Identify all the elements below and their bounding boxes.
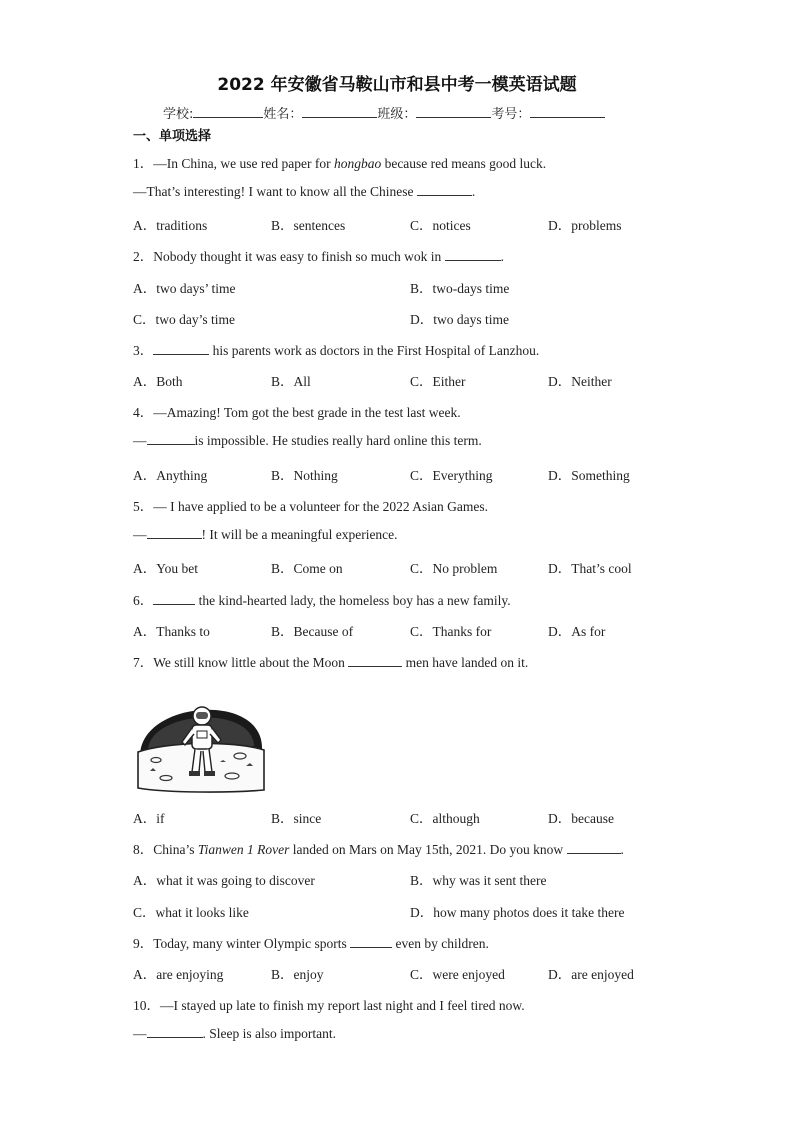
- q2-option-d[interactable]: D．two days time: [410, 312, 509, 327]
- q8-option-b[interactable]: B．why was it sent there: [410, 873, 547, 888]
- q2-option-a[interactable]: A．two days’ time: [133, 281, 236, 296]
- dash: —: [133, 527, 147, 542]
- class-label: 班级：: [377, 107, 417, 122]
- q7-option-c[interactable]: C．although: [410, 811, 480, 826]
- q7-option-d[interactable]: D．because: [548, 811, 614, 826]
- question-number: 6．: [133, 593, 154, 608]
- q5-option-c[interactable]: C．No problem: [410, 561, 498, 576]
- reply-text: . Sleep is also important.: [202, 1026, 336, 1041]
- reply-text: ! It will be a meaningful experience.: [201, 527, 398, 542]
- answer-blank: [147, 1025, 203, 1038]
- q1-option-c[interactable]: C．notices: [410, 218, 471, 233]
- question-10-reply: [133, 1025, 336, 1042]
- answer-blank: [153, 342, 209, 355]
- q6-option-b[interactable]: B．Because of: [271, 624, 354, 639]
- question-7-stem: [133, 651, 528, 671]
- q4-option-c[interactable]: C．Everything: [410, 468, 493, 483]
- q2-option-c[interactable]: C．two day’s time: [133, 312, 235, 327]
- stem-text: 7．We still know little about the Moon: [133, 655, 345, 670]
- question-number: 3．: [133, 343, 154, 358]
- question-10-stem: 10．—I stayed up late to finish my report last night and I feel tired now.: [133, 998, 525, 1013]
- q5-option-b[interactable]: B．Come on: [271, 561, 343, 576]
- q2-option-b[interactable]: B．two-days time: [410, 281, 510, 296]
- stem-text: 8．China’s: [133, 842, 198, 857]
- stem-text: because red means good luck.: [381, 156, 547, 171]
- reply-text: is impossible. He studies really hard online this term.: [194, 433, 482, 448]
- q3-option-c[interactable]: C．Either: [410, 374, 466, 389]
- school-label: 学校:: [163, 107, 194, 122]
- astronaut-on-moon-illustration: [136, 676, 266, 794]
- dash: —: [133, 1026, 147, 1041]
- q6-option-d[interactable]: D．As for: [548, 624, 606, 639]
- punct: .: [620, 842, 624, 857]
- q1-option-b[interactable]: B．sentences: [271, 218, 346, 233]
- answer-blank: [350, 935, 392, 948]
- q5-option-a[interactable]: A．You bet: [133, 561, 199, 576]
- school-blank[interactable]: [193, 105, 263, 118]
- stem-italic: Tianwen 1 Rover: [197, 842, 290, 857]
- q7-option-a[interactable]: A．if: [133, 811, 165, 826]
- punct: .: [500, 249, 504, 264]
- exam-no-blank[interactable]: [530, 105, 605, 118]
- question-2-stem: [133, 245, 504, 265]
- answer-blank: [445, 248, 501, 261]
- q8-option-d[interactable]: D．how many photos does it take there: [410, 905, 625, 920]
- stem-text: men have landed on it.: [402, 655, 529, 670]
- name-blank[interactable]: [302, 105, 377, 118]
- question-1-reply: [133, 183, 475, 200]
- q9-option-a[interactable]: A．are enjoying: [133, 967, 224, 982]
- q4-option-a[interactable]: A．Anything: [133, 468, 208, 483]
- answer-blank: [567, 841, 621, 854]
- dash: —: [133, 433, 147, 448]
- exam-no-label: 考号：: [491, 107, 531, 122]
- question-number: 1．: [133, 156, 154, 171]
- stem-text: landed on Mars on May 15th, 2021. Do you know: [289, 842, 564, 857]
- question-4-stem: 4．—Amazing! Tom got the best grade in the test last week.: [133, 405, 461, 420]
- answer-blank: [147, 432, 195, 445]
- answer-blank: [147, 526, 202, 539]
- q8-option-a[interactable]: A．what it was going to discover: [133, 873, 315, 888]
- page-title: 2022 年安徽省马鞍山市和县中考一模英语试题: [217, 75, 577, 95]
- stem-italic: hongbao: [333, 156, 382, 171]
- q6-option-c[interactable]: C．Thanks for: [410, 624, 492, 639]
- reply-text: —That’s interesting! I want to know all the Chinese: [133, 184, 414, 199]
- stem-text: his parents work as doctors in the First Hospital of Lanzhou.: [209, 343, 540, 358]
- q3-option-b[interactable]: B．All: [271, 374, 311, 389]
- stem-text: even by children.: [392, 936, 489, 951]
- section-heading: 一、单项选择: [133, 129, 212, 144]
- q7-option-b[interactable]: B．since: [271, 811, 322, 826]
- q4-option-b[interactable]: B．Nothing: [271, 468, 338, 483]
- q3-option-a[interactable]: A．Both: [133, 374, 183, 389]
- question-5-reply: [133, 526, 398, 543]
- q9-option-c[interactable]: C．were enjoyed: [410, 967, 505, 982]
- q8-option-c[interactable]: C．what it looks like: [133, 905, 249, 920]
- stem-text: 9．Today, many winter Olympic sports: [133, 936, 347, 951]
- q3-option-d[interactable]: D．Neither: [548, 374, 612, 389]
- answer-blank: [348, 654, 402, 667]
- q4-option-d[interactable]: D．Something: [548, 468, 630, 483]
- q1-option-d[interactable]: D．problems: [548, 218, 622, 233]
- q9-option-d[interactable]: D．are enjoyed: [548, 967, 634, 982]
- question-9-stem: [133, 932, 489, 952]
- punct: .: [471, 184, 476, 199]
- q9-option-b[interactable]: B．enjoy: [271, 967, 324, 982]
- question-3-stem: [133, 339, 539, 359]
- question-5-stem: 5．— I have applied to be a volunteer for the 2022 Asian Games.: [133, 499, 489, 514]
- class-blank[interactable]: [416, 105, 491, 118]
- q5-option-d[interactable]: D．That’s cool: [548, 561, 632, 576]
- question-6-stem: [133, 589, 511, 609]
- student-info-line: [163, 103, 605, 122]
- answer-blank: [417, 183, 472, 196]
- stem-text: 2．Nobody thought it was easy to finish so much wok in: [133, 249, 442, 264]
- name-label: 姓名：: [263, 107, 303, 122]
- answer-blank: [153, 592, 195, 605]
- question-1-stem: [133, 152, 546, 172]
- q6-option-a[interactable]: A．Thanks to: [133, 624, 210, 639]
- question-8-stem: [133, 838, 624, 858]
- q1-option-a[interactable]: A．traditions: [133, 218, 208, 233]
- question-4-reply: [133, 432, 482, 449]
- stem-text: —In China, we use red paper for: [153, 156, 334, 171]
- stem-text: the kind-hearted lady, the homeless boy has a new family.: [195, 593, 511, 608]
